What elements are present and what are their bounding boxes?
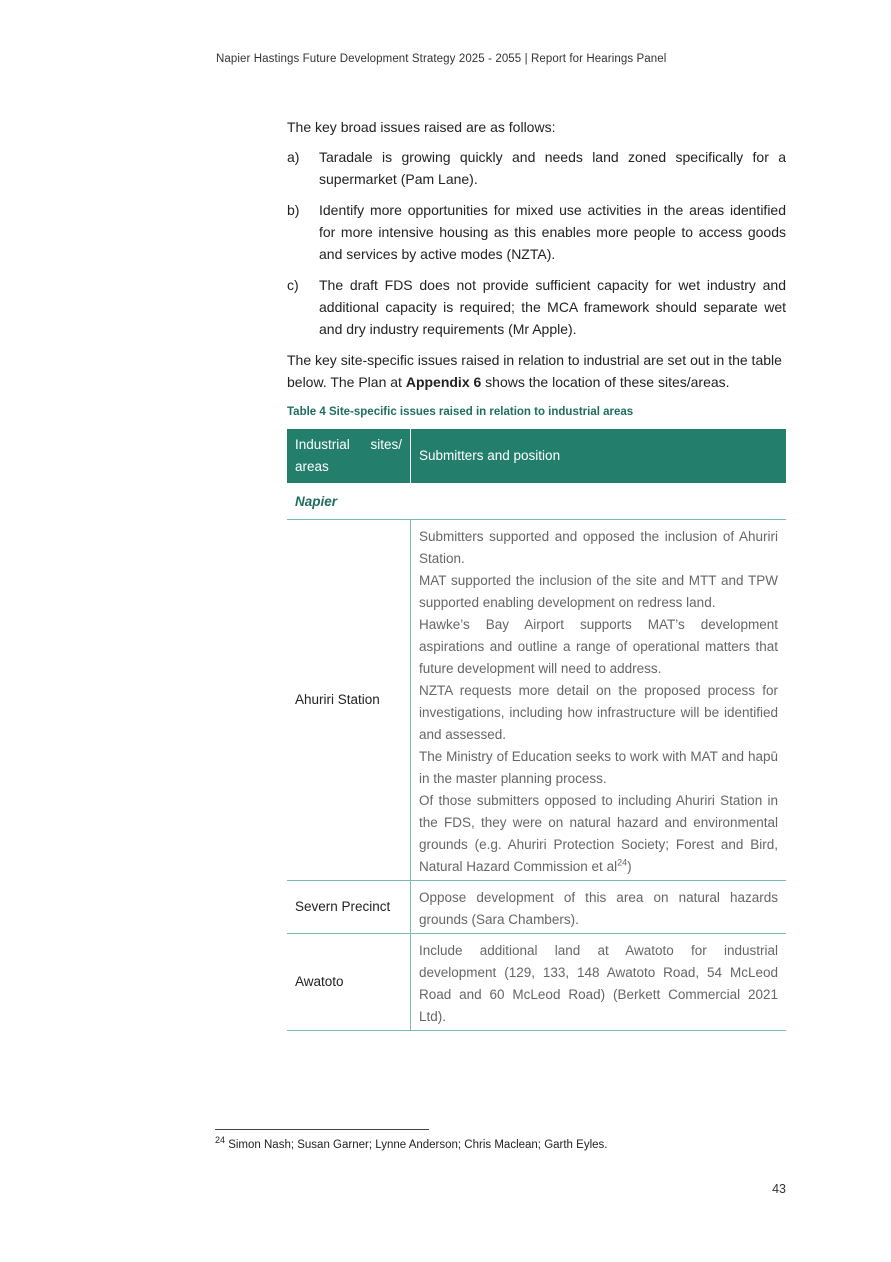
description-paragraph: Hawke’s Bay Airport supports MAT’s development aspirations and outline a range of operational matters that future development will need to address.: [419, 617, 778, 676]
table-row: [287, 520, 786, 881]
list-item: [287, 199, 786, 265]
footnote-ref[interactable]: 24: [617, 857, 628, 868]
footnote-divider: [215, 1129, 429, 1130]
description-paragraph: [419, 790, 778, 878]
list-item: [287, 146, 786, 190]
footnote-number: 24: [215, 1135, 226, 1146]
appendix-link[interactable]: Appendix 6: [405, 374, 482, 390]
description-paragraph: Include additional land at Awatoto for industrial development (129, 133, 148 Awatoto Road, 54 McLeod Road and 60 McLeod Road) (Berkett Commercial 2021 Ltd).: [419, 943, 778, 1024]
description-paragraph: Oppose development of this area on natural hazards grounds (Sara Chambers).: [419, 890, 778, 927]
description-paragraph: MAT supported the inclusion of the site and MTT and TPW supported enabling development on redress land.: [419, 573, 778, 610]
site-name: Severn Precinct: [287, 881, 411, 934]
site-specific-paragraph: [287, 349, 786, 393]
list-text: Identify more opportunities for mixed use activities in the areas identified for more intensive housing as this enables more people to access goods and services by active modes (NZTA).: [319, 202, 786, 262]
table-caption: Table 4 Site-specific issues raised in relation to industrial areas: [287, 406, 634, 418]
table-row: [287, 881, 786, 934]
region-label: Napier: [295, 494, 338, 509]
list-marker: b): [287, 202, 300, 218]
table-header-row: [287, 429, 786, 483]
region-row: [287, 483, 786, 520]
site-description: [411, 520, 787, 881]
list-marker: c): [287, 277, 299, 293]
page-header: Napier Hastings Future Development Strategy 2025 - 2055 | Report for Hearings Panel: [216, 53, 667, 65]
column-header-sites: Industrial sites/ areas: [287, 429, 411, 483]
table-row: [287, 934, 786, 1031]
page-number: 43: [772, 1182, 786, 1196]
description-paragraph: Submitters supported and opposed the inclusion of Ahuriri Station.: [419, 529, 778, 566]
site-para-before: The key site-specific issues raised in relation to industrial are set out in the table below. The Plan at: [287, 352, 782, 390]
main-content: [287, 116, 786, 1031]
column-header-submitters: Submitters and position: [411, 429, 787, 483]
footnote-text: Simon Nash; Susan Garner; Lynne Anderson; Chris Maclean; Garth Eyles.: [225, 1139, 608, 1151]
footnote: [215, 1135, 608, 1151]
list-text: The draft FDS does not provide sufficient capacity for wet industry and additional capacity is required; the MCA framework should separate wet and dry industry requirements (Mr Apple).: [319, 277, 786, 337]
site-name: Awatoto: [287, 934, 411, 1031]
site-description: [411, 881, 787, 934]
site-para-after: shows the location of these sites/areas.: [481, 374, 730, 390]
list-text: Taradale is growing quickly and needs land zoned specifically for a supermarket (Pam Lane).: [319, 149, 786, 187]
description-paragraph: NZTA requests more detail on the proposed process for investigations, including how infrastructure will be identified and assessed.: [419, 683, 778, 742]
site-description: [411, 934, 787, 1031]
intro-text: The key broad issues raised are as follows:: [287, 119, 556, 135]
description-text-end: ): [627, 859, 632, 874]
description-text: Of those submitters opposed to including Ahuriri Station in the FDS, they were on natural hazard and environmental grounds (e.g. Ahuriri Protection Society; Forest and Bird, Natural Hazard Commission et al: [419, 793, 778, 874]
issues-table: [287, 429, 786, 1031]
list-item: [287, 274, 786, 340]
site-name: Ahuriri Station: [287, 520, 411, 881]
list-marker: a): [287, 149, 300, 165]
description-paragraph: The Ministry of Education seeks to work with MAT and hapū in the master planning process.: [419, 749, 778, 786]
